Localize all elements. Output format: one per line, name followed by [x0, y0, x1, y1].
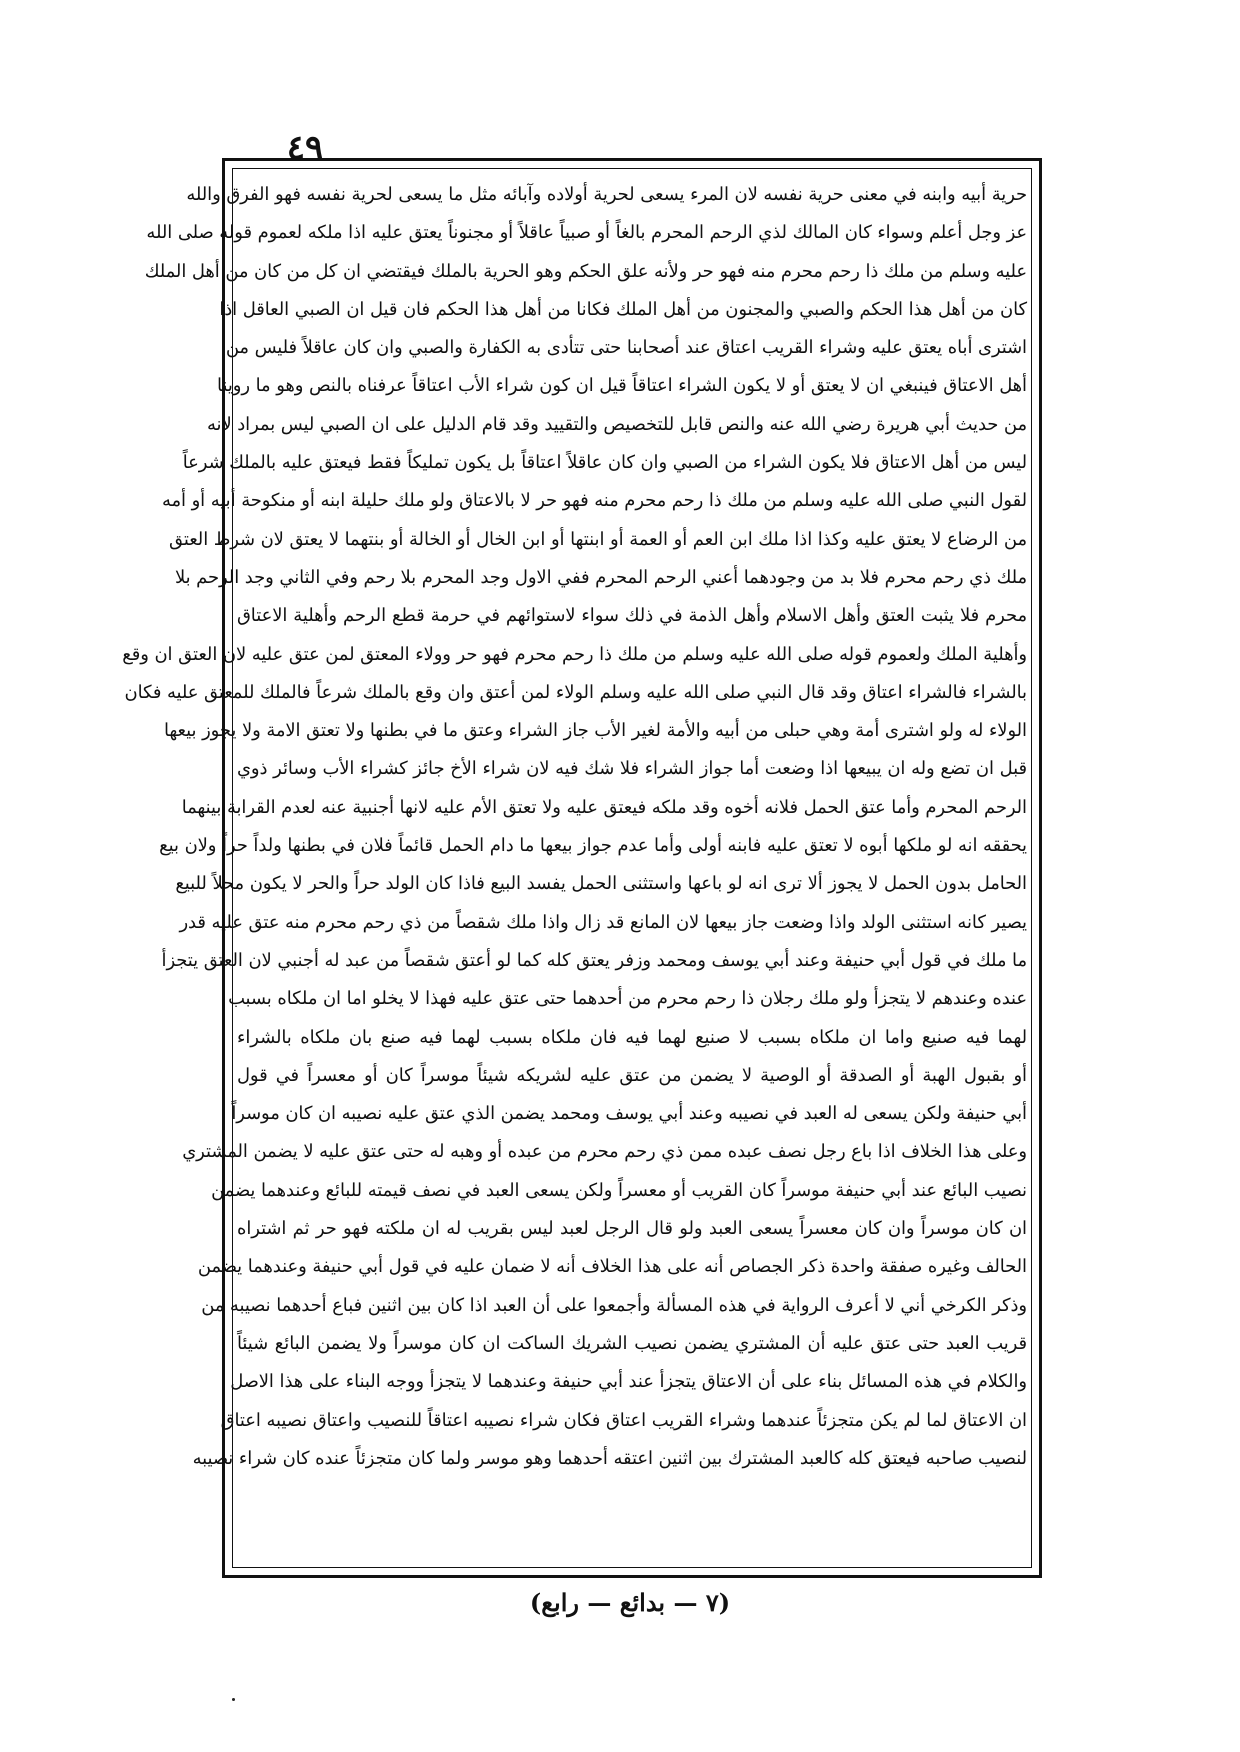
text-line: يحققه انه لو ملكها أبوه لا تعتق عليه فابنه أولى وأما عدم جواز بيعها ما دام الحمل قائماً فلان في بطنها ولداً حراً ولان بيع — [159, 835, 1027, 857]
text-line: بالشراء فالشراء اعتاق وقد قال النبي صلى الله عليه وسلم الولاء لمن أعتق وان وقع بالملك شرعاً فالملك للمعتق عليه فكان — [124, 681, 1027, 703]
text-line: كان من أهل هذا الحكم والصبي والمجنون من أهل الملك فكانا من أهل هذا الحكم فان قيل ان الصبي العاقل اذا — [219, 298, 1027, 320]
text-line: والكلام في هذه المسائل بناء على أن الاعتاق يتجزأ عند أبي حنيفة وعندهما لا يتجزأ ووجه البناء على هذا الاصل — [230, 1371, 1027, 1393]
text-line: عز وجل أعلم وسواء كان المالك لذي الرحم المحرم بالغاً أو صبياً عاقلاً أو مجنوناً يعتق عليه اذا ملكه لعموم قوله صلى الله — [146, 222, 1027, 244]
signature-mark: (٧ — بدائع — رابع) — [529, 1588, 731, 1617]
text-line: نصيب البائع عند أبي حنيفة موسراً كان القريب أو معسراً ولكن يسعى العبد في نصف قيمته للبائع وعندهما يضمن — [211, 1179, 1027, 1201]
text-line: ملك ذي رحم محرم فلا بد من وجودهما أعني الرحم المحرم ففي الاول وجد المحرم بلا رحم وفي الثاني وجد الرحم بلا — [174, 566, 1027, 588]
text-line: ما ملك في قول أبي حنيفة وعند أبي يوسف ومحمد وزفر يعتق كله كما لو أعتق شقصاً من عبد له أجنبي لان العتق يتجزأ — [161, 949, 1027, 971]
text-line: أبي حنيفة ولكن يسعى له العبد في نصيبه وعند أبي يوسف ومحمد يضمن الذي عتق عليه نصيبه ان كان موسراً — [231, 1103, 1027, 1125]
text-line: لهما فيه صنيع واما ان ملكاه بسبب لا صنيع لهما فيه فان ملكاه بسبب لهما فيه صنع بان ملكاه بالشراء — [237, 1026, 1027, 1048]
page-number: ٤٩ — [286, 128, 324, 168]
text-line: الرحم المحرم وأما عتق الحمل فلانه أخوه وقد ملكه فيعتق عليه ولا تعتق الأم عليه لانها أجنبية عنه لعدم القرابة بينهما — [181, 796, 1027, 818]
text-line: ان كان موسراً وان كان معسراً يسعى العبد ولو قال الرجل لعبد ليس بقريب له ان ملكته فهو حر ثم اشتراه — [237, 1218, 1027, 1240]
text-line: لقول النبي صلى الله عليه وسلم من ملك ذا رحم محرم منه فهو حر لا بالاعتاق ولو ملك حليلة ابنه أو منكوحة أبيه أو أمه — [161, 490, 1027, 512]
text-line: الحامل بدون الحمل لا يجوز ألا ترى انه لو باعها واستثنى الحمل يفسد البيع فاذا كان الولد حراً والحر لا يكون محلاً للبيع — [175, 873, 1027, 895]
text-line: من الرضاع لا يعتق عليه وكذا اذا ملك ابن العم أو العمة أو ابنتها أو ابن الخال أو الخالة أو بنتهما لا يعتق لان شرط العتق — [169, 528, 1027, 550]
text-body — [122, 176, 1027, 1560]
text-line: وذكر الكرخي أني لا أعرف الرواية في هذه المسألة وأجمعوا على أن العبد اذا كان بين اثنين فباع أحدهما نصيبه من — [201, 1294, 1027, 1316]
text-line: ان الاعتاق لما لم يكن متجزئاً عندهما وشراء القريب اعتاق فكان شراء نصيبه اعتاقاً للنصيب واعتاق نصيبه اعتاق — [220, 1409, 1027, 1431]
text-line: لنصيب صاحبه فيعتق كله كالعبد المشترك بين اثنين اعتقه أحدهما وهو موسر ولما كان متجزئاً عنده كان شراء نصيبه — [192, 1447, 1027, 1469]
text-line: الحالف وغيره صفقة واحدة ذكر الجصاص أنه على هذا الخلاف أنه لا ضمان عليه في قول أبي حنيفة وعندهما يضمن — [197, 1256, 1027, 1278]
text-line: محرم فلا يثبت العتق وأهل الاسلام وأهل الذمة في ذلك سواء لاستوائهم في حرمة قطع الرحم وأهلية الاعتاق — [237, 605, 1027, 627]
text-line: قريب العبد حتى عتق عليه أن المشتري يضمن نصيب الشريك الساكت ان كان موسراً ولا يضمن البائع شيئاً — [237, 1332, 1027, 1354]
text-line: من حديث أبي هريرة رضي الله عنه والنص قابل للتخصيص والتقييد وقد قام الدليل على ان الصبي ليس بمراد لانه — [206, 413, 1027, 435]
text-line: حرية أبيه وابنه في معنى حرية نفسه لان المرء يسعى لحرية أولاده وآبائه مثل ما يسعى لحرية نفسه فهو الفرق والله — [186, 184, 1027, 205]
stray-dot — [232, 1698, 235, 1701]
text-line: اشترى أباه يعتق عليه وشراء القريب اعتاق عند أصحابنا حتى تتأدى به الكفارة والصبي وان كان عاقلاً فليس من — [225, 337, 1027, 359]
text-line: ليس من أهل الاعتاق فلا يكون الشراء من الصبي وان كان عاقلاً اعتاقاً بل يكون تمليكاً فقط فيعتق عليه بالملك شرعاً — [182, 452, 1027, 474]
text-line: يصير كانه استثنى الولد واذا وضعت جاز بيعها لان المانع قد زال واذا ملك شقصاً من ذي رحم محرم منه عتق عليه قدر — [179, 911, 1027, 933]
text-line: عنده وعندهم لا يتجزأ ولو ملك رجلان ذا رحم محرم من أحدهما حتى عتق عليه فهذا لا يخلو اما ان ملكاه بسبب — [228, 988, 1027, 1010]
text-line: الولاء له ولو اشترى أمة وهي حبلى من أبيه والأمة لغير الأب جاز الشراء وعتق ما في بطنها ولا تعتق الامة ولا يجوز بيعها — [163, 720, 1027, 742]
text-line: أهل الاعتاق فينبغي ان لا يعتق أو لا يكون الشراء اعتاقاً قيل ان كون شراء الأب اعتاقاً عرفناه بالنص وهو ما روينا — [217, 375, 1027, 397]
text-line: وأهلية الملك ولعموم قوله صلى الله عليه وسلم من ملك ذا رحم محرم فهو حر وولاء المعتق لمن عتق عليه لان العتق ان وقع — [122, 643, 1027, 665]
text-line: عليه وسلم من ملك ذا رحم محرم منه فهو حر ولأنه علق الحكم وهو الحرية بالملك فيقتضي ان كل من كان من أهل الملك — [144, 260, 1027, 282]
text-line: أو بقبول الهبة أو الصدقة أو الوصية لا يضمن من عتق عليه لشريكه شيئاً موسراً كان أو معسراً في قول — [237, 1064, 1027, 1086]
text-line: وعلى هذا الخلاف اذا باع رجل نصف عبده ممن ذي رحم محرم من عبده أو وهبه له حتى عتق عليه لا يضمن المشتري — [182, 1141, 1027, 1163]
text-line: قبل ان تضع وله ان يبيعها اذا وضعت أما جواز الشراء فلا شك فيه لان شراء الأخ جائز كشراء الأب وسائر ذوي — [237, 758, 1027, 780]
